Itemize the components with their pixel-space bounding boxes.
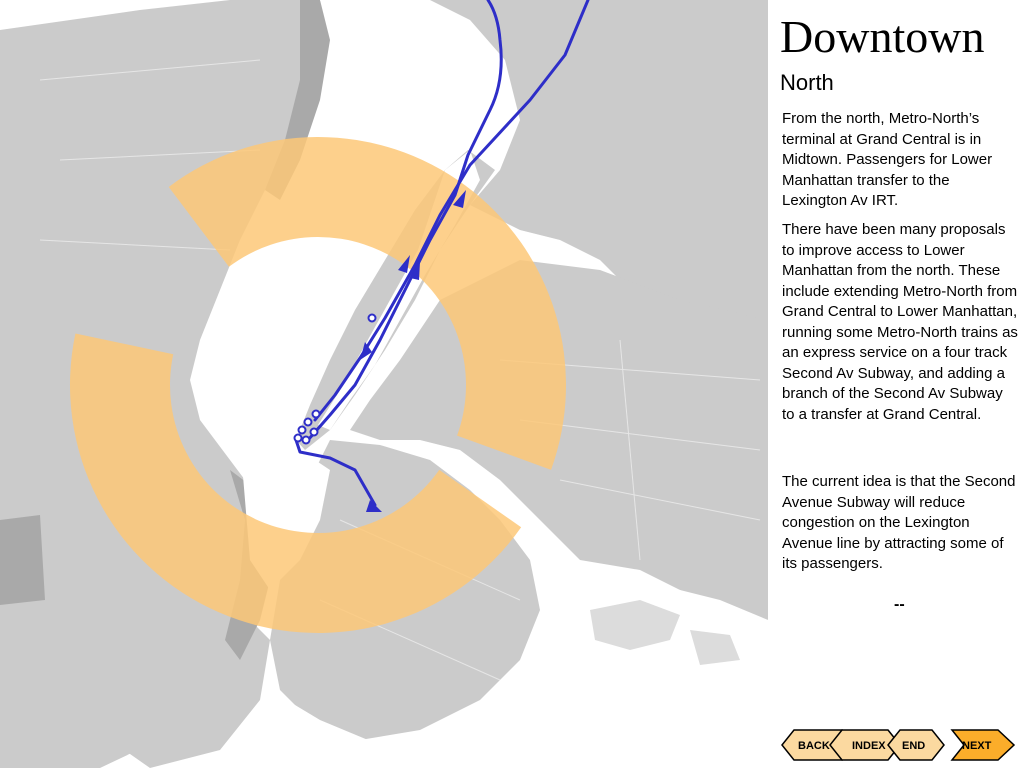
separator: --	[894, 596, 905, 613]
back-button-label: BACK	[798, 740, 830, 752]
next-button-label: NEXT	[962, 740, 992, 752]
navigation-bar	[780, 728, 1016, 762]
end-button[interactable]	[888, 730, 944, 760]
paragraph-1: From the north, Metro-North’s terminal at Grand Central is in Midtown. Passengers for Lower Manhattan transfer to the Lexington Av IRT.	[782, 110, 993, 209]
slide-title: Downtown	[780, 11, 985, 62]
paragraph-2: There have been many proposals to improve access to Lower Manhattan from the north. These include extending Metro-North from Grand Central to Lower Manhattan, running some Metro-North trains as an express service on a four track Second Av Subway, and adding a branch of the Second Av Subway to a transfer at Grand Central.	[782, 221, 1018, 423]
end-button-label: END	[902, 740, 926, 752]
index-button-label: INDEX	[852, 740, 886, 752]
slide-subtitle: North	[780, 70, 834, 95]
next-button[interactable]	[952, 730, 1014, 760]
paragraph-3: The current idea is that the Second Avenue Subway will reduce congestion on the Lexington Avenue line by attracting some of its passengers.	[782, 473, 1016, 572]
text-panel	[776, 0, 1024, 768]
